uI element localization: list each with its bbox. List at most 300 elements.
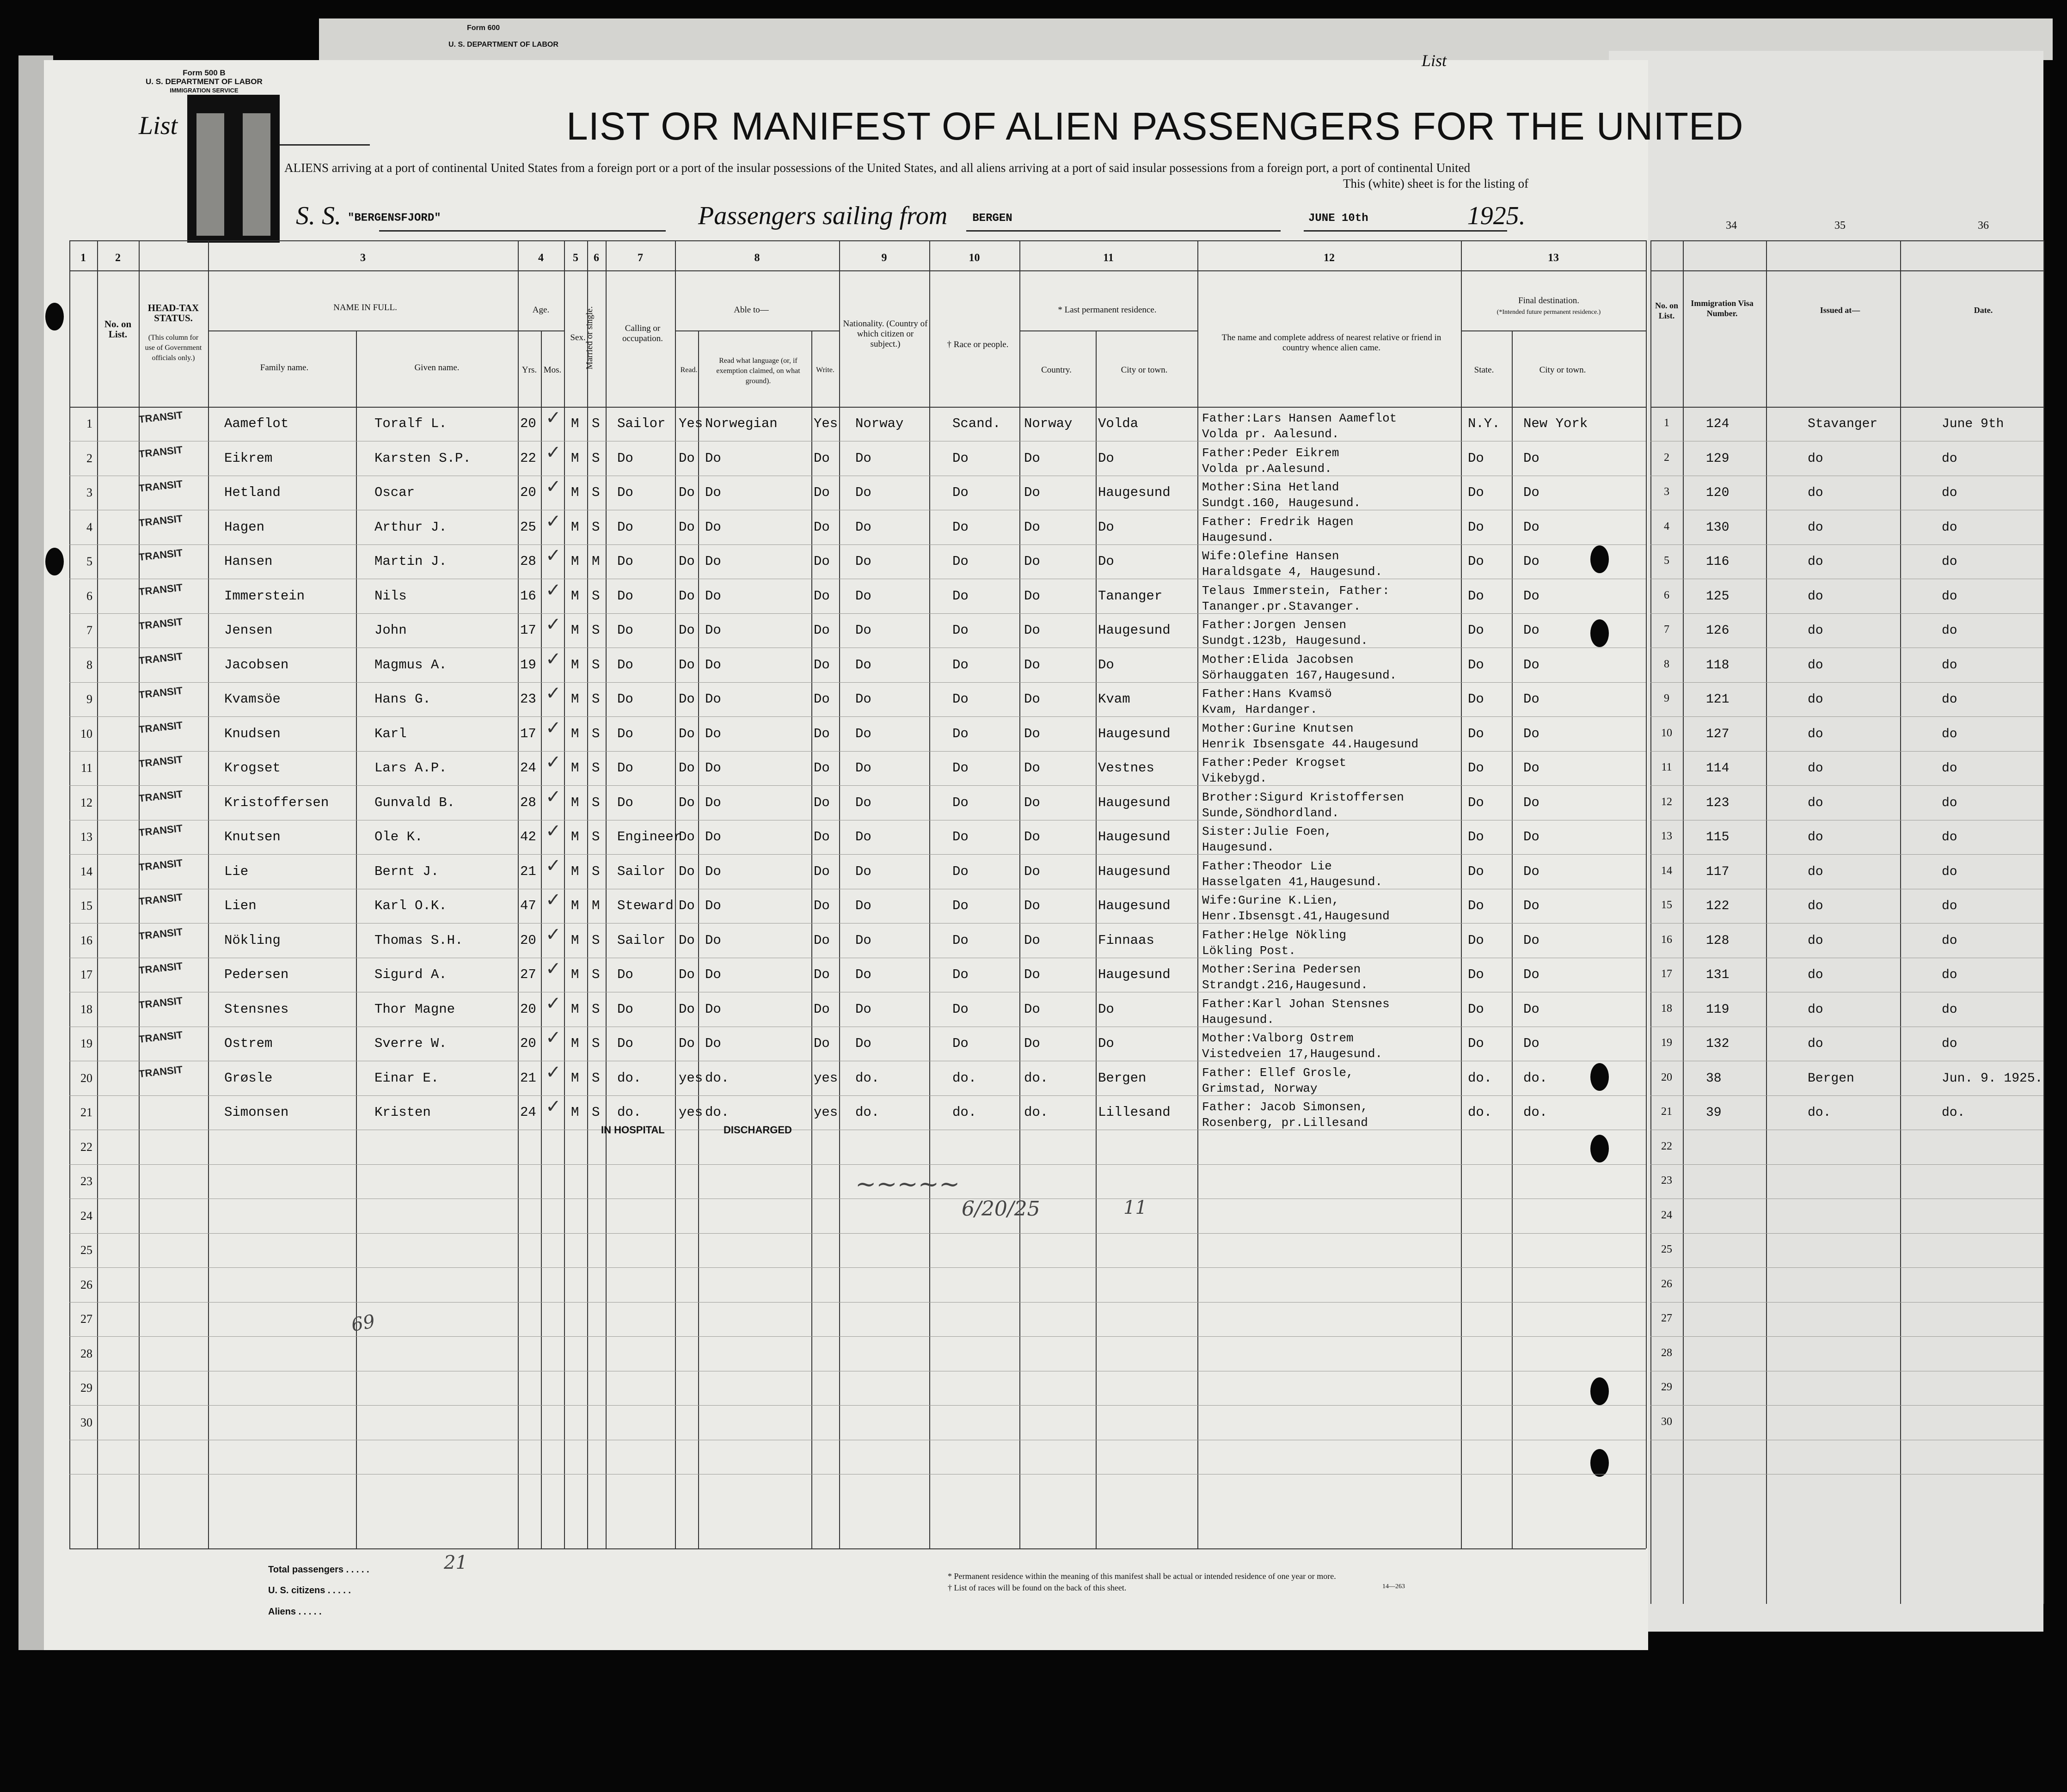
destination-city: Do xyxy=(1523,451,1540,466)
visa-number: 119 xyxy=(1706,1003,1730,1017)
head-tax-stamp: TRANSIT xyxy=(138,685,184,701)
visa-number: 122 xyxy=(1706,899,1730,913)
column-number-6: 6 xyxy=(594,252,599,264)
visa-row-number: 30 xyxy=(1661,1416,1672,1428)
destination-state: Do xyxy=(1468,691,1484,707)
relative-line-1: Father:Peder Eikrem xyxy=(1202,446,1339,460)
city: Lillesand xyxy=(1098,1105,1171,1120)
race: Do xyxy=(952,795,969,810)
write: Do xyxy=(814,726,830,741)
sex: M xyxy=(571,554,579,569)
head-tax-stamp: TRANSIT xyxy=(138,719,184,735)
read: Do xyxy=(679,554,695,569)
write: Do xyxy=(814,829,830,844)
visa-issued-at: do xyxy=(1808,486,1823,500)
head-tax-stamp: TRANSIT xyxy=(138,926,184,942)
read-language: Do xyxy=(705,623,721,638)
visa-number: 114 xyxy=(1706,761,1730,776)
read-language: Do xyxy=(705,933,721,948)
sex: M xyxy=(571,416,579,431)
relative-line-2: Sunde,Söndhordland. xyxy=(1202,806,1339,820)
visa-row-number: 27 xyxy=(1661,1312,1672,1324)
visa-issued-at: do xyxy=(1808,830,1823,844)
row-number: 25 xyxy=(80,1243,92,1257)
header-country: Country. xyxy=(1041,365,1072,375)
grid-horizontal-line xyxy=(1650,1267,2043,1268)
given-name: Kristen xyxy=(374,1105,431,1120)
row-number: 7 xyxy=(86,624,92,637)
age-years: 24 xyxy=(520,1105,536,1120)
sex: M xyxy=(571,451,579,466)
city: Haugesund xyxy=(1098,623,1171,638)
sex: M xyxy=(571,520,579,535)
occupation: Do xyxy=(617,691,633,707)
marital-status: M xyxy=(592,898,600,913)
row-number: 19 xyxy=(80,1037,92,1050)
white-sheet-clause: This (white) sheet is for the listing of xyxy=(1343,177,1529,190)
visa-row-number: 23 xyxy=(1661,1174,1672,1187)
sailing-line xyxy=(698,201,1012,231)
column-number-1: 1 xyxy=(80,252,86,264)
race: Do xyxy=(952,451,969,466)
read: Do xyxy=(679,451,695,466)
header-write: Write. xyxy=(816,366,834,374)
row-number: 23 xyxy=(80,1174,92,1188)
destination-city: Do xyxy=(1523,1036,1540,1051)
head-tax-stamp: TRANSIT xyxy=(138,478,184,494)
marital-status: S xyxy=(592,1036,600,1051)
destination-city: Do xyxy=(1523,623,1540,638)
race: Do xyxy=(952,829,969,844)
visa-issued-at: do xyxy=(1808,727,1823,741)
age-years: 16 xyxy=(520,588,536,604)
check-mark: ✓ xyxy=(546,855,561,876)
occupation: Do xyxy=(617,588,633,604)
write: Do xyxy=(814,554,830,569)
family-name: Kvamsöe xyxy=(224,691,281,707)
destination-city: Do xyxy=(1523,554,1540,569)
grid-horizontal-line xyxy=(1650,1164,2043,1165)
relative-line-2: Haugesund. xyxy=(1202,1013,1275,1027)
destination-state: Do xyxy=(1468,795,1484,810)
read: Do xyxy=(679,967,695,982)
read-language: do. xyxy=(705,1105,730,1120)
occupation: Engineer xyxy=(617,829,682,844)
family-name: Krogset xyxy=(224,760,281,776)
header-able-to: Able to— xyxy=(734,305,769,315)
visa-number: 120 xyxy=(1706,486,1730,500)
destination-state: Do xyxy=(1468,1036,1484,1051)
relative-line-1: Mother:Sina Hetland xyxy=(1202,480,1339,494)
read-language: Do xyxy=(705,520,721,535)
head-tax-stamp: TRANSIT xyxy=(138,753,184,770)
table-row xyxy=(0,786,1646,820)
row-number: 5 xyxy=(86,555,92,568)
header-head-tax-note: (This column for use of Government officials only.) xyxy=(145,334,202,362)
age-years: 24 xyxy=(520,760,536,776)
destination-state: Do xyxy=(1468,554,1484,569)
visa-issued-at: do xyxy=(1808,658,1823,673)
age-years: 20 xyxy=(520,416,536,431)
header-age: Age. xyxy=(532,305,550,315)
nationality: Do xyxy=(855,898,871,913)
city: Haugesund xyxy=(1098,864,1171,879)
grid-horizontal-line xyxy=(69,240,1646,241)
visa-row-number: 9 xyxy=(1664,692,1669,704)
nearest-relative xyxy=(1202,1030,1382,1062)
nationality: Do xyxy=(855,588,871,604)
read: Do xyxy=(679,795,695,810)
nearest-relative xyxy=(1202,858,1382,890)
destination-state: Do xyxy=(1468,967,1484,982)
table-row xyxy=(0,407,1646,441)
family-name: Simonsen xyxy=(224,1105,289,1120)
check-mark: ✓ xyxy=(546,958,561,979)
row-number: 17 xyxy=(80,968,92,981)
right-header-visa: Immigration Visa Number. xyxy=(1691,299,1754,318)
check-mark: ✓ xyxy=(546,752,561,772)
read: yes xyxy=(679,1105,703,1120)
race: do. xyxy=(952,1070,977,1086)
write: Do xyxy=(814,1036,830,1051)
nearest-relative xyxy=(1202,410,1397,442)
check-mark: ✓ xyxy=(546,614,561,635)
sex: M xyxy=(571,623,579,638)
race: Do xyxy=(952,760,969,776)
relative-line-1: Mother:Serina Pedersen xyxy=(1202,962,1361,976)
row-number: 26 xyxy=(80,1278,92,1291)
empty-row xyxy=(0,1199,1646,1233)
visa-date: do xyxy=(1942,486,1957,500)
check-mark: ✓ xyxy=(546,648,561,669)
destination-state: Do xyxy=(1468,829,1484,844)
check-mark: ✓ xyxy=(546,511,561,532)
nationality: Do xyxy=(855,1036,871,1051)
read: Do xyxy=(679,760,695,776)
table-row xyxy=(0,682,1646,716)
age-years: 28 xyxy=(520,795,536,810)
nationality: Do xyxy=(855,933,871,948)
marital-status: S xyxy=(592,967,600,982)
visa-row-number: 25 xyxy=(1661,1243,1672,1255)
row-number: 10 xyxy=(80,727,92,740)
age-years: 22 xyxy=(520,451,536,466)
country: Do xyxy=(1024,967,1040,982)
header-city-town: City or town. xyxy=(1121,365,1168,375)
occupation: Do xyxy=(617,623,633,638)
nearest-relative xyxy=(1202,686,1332,717)
visa-date: do xyxy=(1942,796,1957,810)
visa-date: do xyxy=(1942,1003,1957,1017)
stamp-bar xyxy=(196,113,224,236)
country: Do xyxy=(1024,520,1040,535)
write: Do xyxy=(814,933,830,948)
occupation: Do xyxy=(617,1036,633,1051)
visa-row-number: 10 xyxy=(1661,727,1672,739)
sex: M xyxy=(571,588,579,604)
visa-row-number: 1 xyxy=(1664,417,1669,429)
nearest-relative xyxy=(1202,1099,1368,1131)
city: Do xyxy=(1098,520,1114,535)
read-language: Do xyxy=(705,760,721,776)
country: Do xyxy=(1024,726,1040,741)
city: Do xyxy=(1098,1002,1114,1017)
column-number-4: 4 xyxy=(538,252,544,264)
age-years: 28 xyxy=(520,554,536,569)
city: Haugesund xyxy=(1098,485,1171,500)
sex: M xyxy=(571,1036,579,1051)
nearest-relative xyxy=(1202,445,1339,477)
grid-vertical-line xyxy=(1900,240,1901,1604)
write: Do xyxy=(814,898,830,913)
write: Do xyxy=(814,588,830,604)
nationality: Norway xyxy=(855,416,904,431)
print-code: 14—263 xyxy=(1382,1583,1405,1590)
row-number: 21 xyxy=(80,1106,92,1119)
race: Do xyxy=(952,623,969,638)
family-name: Hetland xyxy=(224,485,281,500)
relative-line-2: Kvam, Hardanger. xyxy=(1202,703,1318,716)
visa-issued-at: do xyxy=(1808,968,1823,982)
relative-line-2: Henr.Ibsensgt.41,Haugesund xyxy=(1202,909,1390,923)
ship-underline xyxy=(379,230,666,232)
nationality: Do xyxy=(855,657,871,673)
destination-city: Do xyxy=(1523,898,1540,913)
city: Haugesund xyxy=(1098,795,1171,810)
family-name: Jacobsen xyxy=(224,657,289,673)
destination-state: Do xyxy=(1468,451,1484,466)
given-name: Sverre W. xyxy=(374,1036,447,1051)
port-name: BERGEN xyxy=(972,212,1012,225)
row-number: 12 xyxy=(80,796,92,809)
write: Yes xyxy=(814,416,838,431)
country: do. xyxy=(1024,1070,1049,1086)
visa-number: 126 xyxy=(1706,624,1730,638)
destination-city: New York xyxy=(1523,416,1588,431)
write: Do xyxy=(814,520,830,535)
destination-city: Do xyxy=(1523,588,1540,604)
header-nationality: Nationality. (Country of which citizen or subject.) xyxy=(843,319,928,349)
nationality: Do xyxy=(855,760,871,776)
destination-city: Do xyxy=(1523,933,1540,948)
table-row xyxy=(0,648,1646,682)
column-number-7: 7 xyxy=(638,252,643,264)
visa-issued-at: do xyxy=(1808,1003,1823,1017)
destination-state: Do xyxy=(1468,760,1484,776)
destination-state: Do xyxy=(1468,933,1484,948)
grid-horizontal-line xyxy=(1650,785,2043,786)
read-language: Do xyxy=(705,795,721,810)
visa-row-number: 2 xyxy=(1664,452,1669,464)
row-number: 29 xyxy=(80,1381,92,1394)
sex: M xyxy=(571,864,579,879)
country: Do xyxy=(1024,554,1040,569)
race: Do xyxy=(952,864,969,879)
family-name: Jensen xyxy=(224,623,273,638)
row-number: 27 xyxy=(80,1312,92,1326)
head-tax-stamp: TRANSIT xyxy=(138,822,184,838)
footnote-residence: * Permanent residence within the meaning of this manifest shall be actual or intended residence of one year or more. xyxy=(948,1572,1336,1581)
header-read: Read. xyxy=(680,366,698,374)
destination-city: Do xyxy=(1523,760,1540,776)
marital-status: S xyxy=(592,795,600,810)
column-number-9: 9 xyxy=(881,252,887,264)
row-number: 30 xyxy=(80,1416,92,1429)
relative-line-2: Henrik Ibsensgate 44.Haugesund xyxy=(1202,737,1419,751)
read: Do xyxy=(679,623,695,638)
destination-city: Do xyxy=(1523,657,1540,673)
relative-line-2: Rosenberg, pr.Lillesand xyxy=(1202,1116,1368,1130)
header-head-tax: HEAD-TAX STATUS. xyxy=(147,302,199,324)
nearest-relative xyxy=(1202,789,1404,821)
row-number: 18 xyxy=(80,1003,92,1016)
signature-time: 11 xyxy=(1123,1197,1147,1218)
race: Do xyxy=(952,1002,969,1017)
country: Do xyxy=(1024,898,1040,913)
sex: M xyxy=(571,691,579,707)
head-tax-stamp: TRANSIT xyxy=(138,547,184,563)
head-tax-stamp: TRANSIT xyxy=(138,513,184,529)
read: Do xyxy=(679,933,695,948)
row-number: 6 xyxy=(86,589,92,603)
department: U. S. DEPARTMENT OF LABOR xyxy=(146,77,263,86)
head-tax-stamp: TRANSIT xyxy=(138,581,184,598)
visa-row-number: 3 xyxy=(1664,486,1669,498)
destination-state: N.Y. xyxy=(1468,416,1500,431)
right-header-issued: Issued at— xyxy=(1820,306,1860,315)
marital-status: S xyxy=(592,691,600,707)
relative-line-2: Sundgt.123b, Haugesund. xyxy=(1202,634,1368,648)
aliens-clause: ALIENS arriving at a port of continental United States from a foreign port or a port of the insular possessions of the United States, and all aliens arriving at a port of said insular possessions from a foreign port, a port of continental United xyxy=(284,161,1471,175)
visa-number: 125 xyxy=(1706,589,1730,604)
sex: M xyxy=(571,795,579,810)
marital-status: S xyxy=(592,829,600,844)
header-sex: Sex. xyxy=(570,333,586,342)
nationality: Do xyxy=(855,1002,871,1017)
visa-row-number: 21 xyxy=(1661,1106,1672,1118)
header-yrs: Yrs. xyxy=(521,365,537,375)
row-number: 2 xyxy=(86,452,92,465)
visa-number: 39 xyxy=(1706,1106,1722,1120)
marital-status: S xyxy=(592,485,600,500)
relative-line-2: Sundgt.160, Haugesund. xyxy=(1202,496,1361,510)
occupation: Do xyxy=(617,485,633,500)
sex: M xyxy=(571,1105,579,1120)
marital-status: S xyxy=(592,760,600,776)
nationality: do. xyxy=(855,1070,880,1086)
destination-state: Do xyxy=(1468,520,1484,535)
right-header-date: Date. xyxy=(1974,306,1993,315)
marital-status: S xyxy=(592,588,600,604)
city: Haugesund xyxy=(1098,726,1171,741)
read-language: Do xyxy=(705,1036,721,1051)
head-tax-stamp: TRANSIT xyxy=(138,891,184,907)
occupation: Sailor xyxy=(617,933,666,948)
destination-city: do. xyxy=(1523,1070,1548,1086)
grid-vertical-line xyxy=(2043,240,2044,1604)
table-row xyxy=(0,820,1646,854)
header-city-town-2: City or town. xyxy=(1539,365,1586,375)
row-number: 24 xyxy=(80,1209,92,1223)
empty-row xyxy=(0,1337,1646,1371)
destination-city: Do xyxy=(1523,967,1540,982)
age-years: 23 xyxy=(520,691,536,707)
read-language: Do xyxy=(705,1002,721,1017)
total-passengers-label: Total passengers . . . . . xyxy=(268,1565,369,1575)
relative-line-1: Telaus Immerstein, Father: xyxy=(1202,584,1390,598)
relative-line-2: Haugesund. xyxy=(1202,840,1275,854)
visa-number: 124 xyxy=(1706,417,1730,431)
nearest-relative xyxy=(1202,927,1346,959)
occupation: do. xyxy=(617,1105,642,1120)
check-mark: ✓ xyxy=(546,476,561,497)
visa-number: 132 xyxy=(1706,1037,1730,1051)
grid-horizontal-line xyxy=(208,330,518,331)
nearest-relative xyxy=(1202,893,1390,924)
write: Do xyxy=(814,485,830,500)
destination-state: Do xyxy=(1468,726,1484,741)
occupation: Do xyxy=(617,726,633,741)
row-number: 13 xyxy=(80,830,92,844)
header-family-name: Family name. xyxy=(260,363,309,373)
relative-line-1: Father: Jacob Simonsen, xyxy=(1202,1100,1368,1114)
nearest-relative xyxy=(1202,514,1354,545)
relative-line-2: Haraldsgate 4, Haugesund. xyxy=(1202,565,1383,579)
column-number-5: 5 xyxy=(573,252,578,264)
age-years: 20 xyxy=(520,485,536,500)
given-name: Sigurd A. xyxy=(374,967,447,982)
visa-row-number: 24 xyxy=(1661,1209,1672,1221)
relative-line-2: Haugesund. xyxy=(1202,531,1275,544)
visa-issued-at: do xyxy=(1808,934,1823,948)
age-years: 25 xyxy=(520,520,536,535)
visa-row-number: 11 xyxy=(1661,761,1672,773)
check-mark: ✓ xyxy=(546,820,561,841)
write: Do xyxy=(814,451,830,466)
check-mark: ✓ xyxy=(546,924,561,945)
given-name: Einar E. xyxy=(374,1070,439,1086)
read: Do xyxy=(679,588,695,604)
column-number-2: 2 xyxy=(115,252,121,264)
header-final-destination: Final destination. xyxy=(1518,296,1579,306)
city: Do xyxy=(1098,554,1114,569)
destination-state: Do xyxy=(1468,623,1484,638)
table-row xyxy=(0,889,1646,923)
destination-city: Do xyxy=(1523,1002,1540,1017)
check-mark: ✓ xyxy=(546,1096,561,1117)
visa-date: do xyxy=(1942,1037,1957,1051)
age-years: 21 xyxy=(520,1070,536,1086)
destination-city: Do xyxy=(1523,829,1540,844)
grid-horizontal-line xyxy=(1650,751,2043,752)
family-name: Knudsen xyxy=(224,726,281,741)
read-language: Do xyxy=(705,451,721,466)
form-header xyxy=(146,68,263,95)
service: IMMIGRATION SERVICE xyxy=(170,87,239,94)
head-tax-stamp: TRANSIT xyxy=(138,788,184,804)
country: Do xyxy=(1024,623,1040,638)
visa-date: do xyxy=(1942,727,1957,741)
grid-horizontal-line xyxy=(675,330,839,331)
check-mark: ✓ xyxy=(546,993,561,1014)
head-tax-stamp: TRANSIT xyxy=(138,857,184,873)
visa-number: 118 xyxy=(1706,658,1730,673)
col-number-35: 35 xyxy=(1834,220,1846,232)
header-last-residence: * Last permanent residence. xyxy=(1058,305,1157,315)
destination-city: Do xyxy=(1523,485,1540,500)
visa-row-number: 28 xyxy=(1661,1347,1672,1359)
margin-number: 69 xyxy=(350,1310,377,1336)
